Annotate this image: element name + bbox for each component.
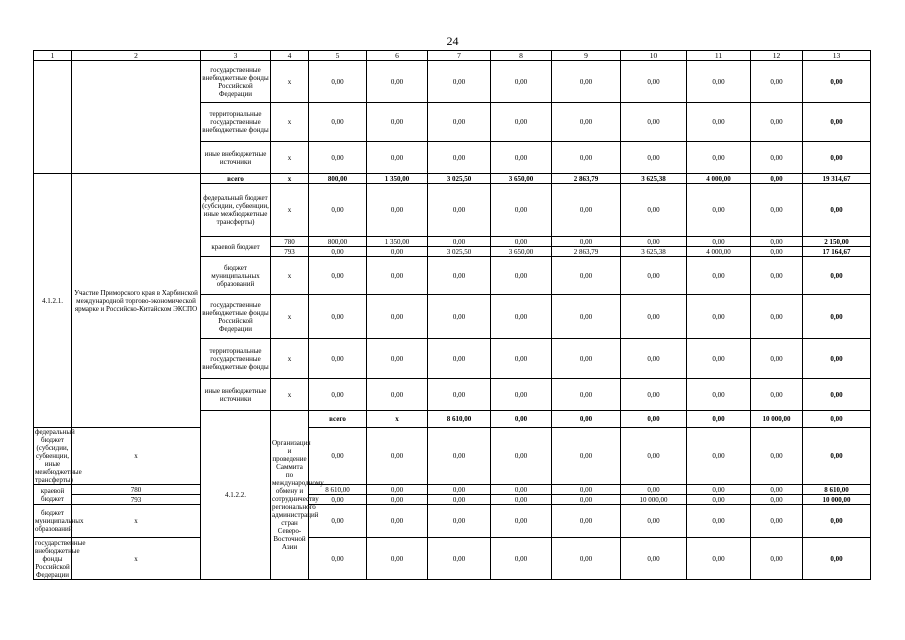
value-cell: 0,00 bbox=[367, 184, 428, 237]
value-cell: 3 025,50 bbox=[428, 174, 491, 184]
value-cell: 0,00 bbox=[552, 142, 621, 174]
value-cell: 0,00 bbox=[687, 379, 751, 411]
value-cell: 0,00 bbox=[552, 495, 621, 505]
value-cell: 0,00 bbox=[803, 505, 871, 538]
source-label: иные внебюджетные источники bbox=[201, 142, 271, 174]
value-cell: 0,00 bbox=[309, 505, 367, 538]
source-label: краевой бюджет bbox=[201, 237, 271, 257]
value-cell: 0,00 bbox=[428, 103, 491, 142]
table-row bbox=[34, 485, 871, 495]
value-cell: 0,00 bbox=[491, 142, 552, 174]
value-cell: 0,00 bbox=[428, 339, 491, 379]
source-label: всего bbox=[201, 174, 271, 184]
section-number: 4.1.2.1. bbox=[34, 174, 72, 428]
value-cell: 8 610,00 bbox=[803, 485, 871, 495]
code-cell: х bbox=[271, 174, 309, 184]
value-cell: 0,00 bbox=[803, 257, 871, 295]
value-cell: 0,00 bbox=[491, 379, 552, 411]
value-cell: 0,00 bbox=[751, 61, 803, 103]
value-cell: 0,00 bbox=[687, 295, 751, 339]
header-cell: 10 bbox=[621, 51, 687, 61]
value-cell: 0,00 bbox=[428, 257, 491, 295]
value-cell: 0,00 bbox=[552, 61, 621, 103]
value-cell: 0,00 bbox=[428, 61, 491, 103]
table-row bbox=[34, 174, 871, 184]
value-cell: 10 000,00 bbox=[803, 495, 871, 505]
value-cell: 0,00 bbox=[309, 538, 367, 580]
value-cell: 3 650,00 bbox=[491, 247, 552, 257]
value-cell: 0,00 bbox=[687, 428, 751, 485]
value-cell: 0,00 bbox=[803, 411, 871, 428]
value-cell: 1 350,00 bbox=[367, 237, 428, 247]
value-cell: 0,00 bbox=[552, 237, 621, 247]
value-cell: 0,00 bbox=[367, 505, 428, 538]
code-cell: х bbox=[271, 61, 309, 103]
value-cell: 0,00 bbox=[309, 379, 367, 411]
header-cell: 3 bbox=[201, 51, 271, 61]
value-cell: 0,00 bbox=[552, 103, 621, 142]
value-cell: 0,00 bbox=[751, 495, 803, 505]
value-cell: 0,00 bbox=[309, 257, 367, 295]
value-cell: 0,00 bbox=[428, 485, 491, 495]
value-cell: 2 863,79 bbox=[552, 174, 621, 184]
value-cell: 0,00 bbox=[803, 428, 871, 485]
title-cell bbox=[72, 61, 201, 174]
value-cell: 800,00 bbox=[309, 174, 367, 184]
value-cell: 0,00 bbox=[367, 485, 428, 495]
value-cell: 0,00 bbox=[687, 103, 751, 142]
value-cell: 0,00 bbox=[552, 184, 621, 237]
value-cell: 0,00 bbox=[687, 485, 751, 495]
value-cell: 800,00 bbox=[309, 237, 367, 247]
value-cell: 0,00 bbox=[751, 174, 803, 184]
value-cell: 0,00 bbox=[309, 495, 367, 505]
code-cell: х bbox=[271, 379, 309, 411]
value-cell: 0,00 bbox=[687, 61, 751, 103]
value-cell: 3 625,38 bbox=[621, 247, 687, 257]
value-cell: 0,00 bbox=[491, 495, 552, 505]
value-cell: 0,00 bbox=[687, 411, 751, 428]
value-cell: 0,00 bbox=[428, 237, 491, 247]
value-cell: 0,00 bbox=[552, 428, 621, 485]
value-cell: 0,00 bbox=[687, 339, 751, 379]
value-cell: 0,00 bbox=[687, 257, 751, 295]
value-cell: 0,00 bbox=[491, 257, 552, 295]
section-number: 4.1.2.2. bbox=[201, 411, 271, 580]
section-title: Участие Приморского края в Харбинской международной торгово-экономической ярмарке и Российско-Китайском ЭКСПО bbox=[72, 174, 201, 428]
value-cell: 0,00 bbox=[428, 495, 491, 505]
code-cell: х bbox=[72, 428, 201, 485]
header-cell: 2 bbox=[72, 51, 201, 61]
page-number: 24 bbox=[446, 34, 459, 48]
value-cell: 0,00 bbox=[803, 103, 871, 142]
value-cell: 0,00 bbox=[621, 103, 687, 142]
value-cell: 0,00 bbox=[803, 142, 871, 174]
value-cell: 0,00 bbox=[491, 103, 552, 142]
value-cell: 1 350,00 bbox=[367, 174, 428, 184]
value-cell: 19 314,67 bbox=[803, 174, 871, 184]
value-cell: 0,00 bbox=[803, 184, 871, 237]
value-cell: 0,00 bbox=[621, 184, 687, 237]
value-cell: 0,00 bbox=[309, 61, 367, 103]
value-cell: 0,00 bbox=[803, 295, 871, 339]
value-cell: 0,00 bbox=[367, 61, 428, 103]
value-cell: 0,00 bbox=[751, 142, 803, 174]
header-cell: 9 bbox=[552, 51, 621, 61]
value-cell: 0,00 bbox=[552, 295, 621, 339]
value-cell: 0,00 bbox=[491, 61, 552, 103]
value-cell: 0,00 bbox=[751, 428, 803, 485]
value-cell: 0,00 bbox=[552, 485, 621, 495]
value-cell: 0,00 bbox=[367, 538, 428, 580]
source-label: всего bbox=[309, 411, 367, 428]
table-row bbox=[34, 51, 871, 61]
value-cell: 8 610,00 bbox=[428, 411, 491, 428]
source-label: федеральный бюджет (субсидии, субвенции, иные межбюджетные трансферты) bbox=[35, 428, 82, 484]
table-row bbox=[34, 538, 871, 580]
code-cell: х bbox=[271, 103, 309, 142]
value-cell: 0,00 bbox=[751, 295, 803, 339]
value-cell: 0,00 bbox=[309, 295, 367, 339]
header-cell: 4 bbox=[271, 51, 309, 61]
value-cell: 0,00 bbox=[552, 411, 621, 428]
value-cell: 0,00 bbox=[751, 379, 803, 411]
value-cell: 0,00 bbox=[621, 428, 687, 485]
value-cell: 0,00 bbox=[751, 339, 803, 379]
value-cell: 0,00 bbox=[491, 184, 552, 237]
value-cell: 0,00 bbox=[491, 411, 552, 428]
value-cell: 0,00 bbox=[621, 538, 687, 580]
value-cell: 0,00 bbox=[751, 485, 803, 495]
value-cell: 3 650,00 bbox=[491, 174, 552, 184]
value-cell: 0,00 bbox=[309, 247, 367, 257]
header-cell: 11 bbox=[687, 51, 751, 61]
value-cell: 0,00 bbox=[621, 505, 687, 538]
value-cell: 0,00 bbox=[621, 257, 687, 295]
header-cell: 8 bbox=[491, 51, 552, 61]
source-label: государственные внебюджетные фонды Российской Федерации bbox=[35, 538, 86, 579]
source-label: федеральный бюджет (субсидии, субвенции, иные межбюджетные трансферты) bbox=[201, 184, 271, 237]
section-title: Организация и проведение Саммита по международному обмену и сотрудничеству регионального администраций стран Северо-Восточной Азии bbox=[271, 411, 309, 580]
value-cell: 0,00 bbox=[803, 339, 871, 379]
value-cell: 0,00 bbox=[428, 295, 491, 339]
value-cell: 0,00 bbox=[428, 379, 491, 411]
table-row bbox=[34, 505, 871, 538]
value-cell: 4 000,00 bbox=[687, 247, 751, 257]
value-cell: 2 863,79 bbox=[552, 247, 621, 257]
value-cell: 0,00 bbox=[367, 142, 428, 174]
value-cell: 0,00 bbox=[367, 428, 428, 485]
value-cell: 0,00 bbox=[552, 379, 621, 411]
source-label: государственные внебюджетные фонды Российской Федерации bbox=[201, 295, 271, 339]
value-cell: 0,00 bbox=[751, 538, 803, 580]
code-cell: 780 bbox=[271, 237, 309, 247]
header-cell: 13 bbox=[803, 51, 871, 61]
table-row bbox=[34, 495, 871, 505]
value-cell: 0,00 bbox=[687, 505, 751, 538]
value-cell: 0,00 bbox=[687, 538, 751, 580]
value-cell: 0,00 bbox=[491, 428, 552, 485]
code-cell: х bbox=[72, 538, 201, 580]
value-cell: 0,00 bbox=[309, 103, 367, 142]
value-cell: 0,00 bbox=[687, 495, 751, 505]
value-cell: 17 164,67 bbox=[803, 247, 871, 257]
value-cell: 0,00 bbox=[803, 61, 871, 103]
value-cell: 0,00 bbox=[491, 339, 552, 379]
value-cell: 0,00 bbox=[621, 295, 687, 339]
number-cell bbox=[34, 61, 72, 174]
code-cell: х bbox=[271, 295, 309, 339]
value-cell: 0,00 bbox=[751, 237, 803, 247]
value-cell: 0,00 bbox=[491, 485, 552, 495]
code-cell: х bbox=[271, 339, 309, 379]
header-cell: 1 bbox=[34, 51, 72, 61]
value-cell: 0,00 bbox=[428, 142, 491, 174]
value-cell: 0,00 bbox=[428, 184, 491, 237]
value-cell: 0,00 bbox=[428, 538, 491, 580]
value-cell: 4 000,00 bbox=[687, 174, 751, 184]
value-cell: 0,00 bbox=[751, 247, 803, 257]
value-cell: 0,00 bbox=[552, 505, 621, 538]
header-cell: 6 bbox=[367, 51, 428, 61]
value-cell: 10 000,00 bbox=[751, 411, 803, 428]
value-cell: 0,00 bbox=[309, 339, 367, 379]
value-cell: 0,00 bbox=[751, 505, 803, 538]
value-cell: 0,00 bbox=[367, 339, 428, 379]
budget-table bbox=[33, 50, 871, 580]
value-cell: 0,00 bbox=[309, 142, 367, 174]
value-cell: 0,00 bbox=[687, 142, 751, 174]
source-label: иные внебюджетные источники bbox=[201, 379, 271, 411]
value-cell: 0,00 bbox=[428, 428, 491, 485]
value-cell: 3 025,50 bbox=[428, 247, 491, 257]
value-cell: 0,00 bbox=[621, 339, 687, 379]
value-cell: 3 625,38 bbox=[621, 174, 687, 184]
value-cell: 0,00 bbox=[621, 379, 687, 411]
code-cell: х bbox=[72, 505, 201, 538]
code-cell: х bbox=[367, 411, 428, 428]
value-cell: 0,00 bbox=[367, 379, 428, 411]
header-cell: 12 bbox=[751, 51, 803, 61]
code-cell: 793 bbox=[72, 495, 201, 505]
value-cell: 0,00 bbox=[309, 184, 367, 237]
value-cell: 0,00 bbox=[803, 379, 871, 411]
value-cell: 0,00 bbox=[552, 538, 621, 580]
value-cell: 0,00 bbox=[621, 237, 687, 247]
value-cell: 2 150,00 bbox=[803, 237, 871, 247]
value-cell: 0,00 bbox=[751, 103, 803, 142]
value-cell: 0,00 bbox=[621, 411, 687, 428]
table-row bbox=[34, 61, 871, 103]
table-body bbox=[34, 51, 871, 580]
value-cell: 8 610,00 bbox=[309, 485, 367, 495]
header-cell: 5 bbox=[309, 51, 367, 61]
value-cell: 0,00 bbox=[621, 61, 687, 103]
value-cell: 0,00 bbox=[367, 103, 428, 142]
value-cell: 0,00 bbox=[428, 505, 491, 538]
value-cell: 0,00 bbox=[687, 237, 751, 247]
source-label: территориальные государственные внебюджетные фонды bbox=[201, 339, 271, 379]
source-label: государственные внебюджетные фонды Российской Федерации bbox=[201, 61, 271, 103]
table-row bbox=[34, 428, 871, 485]
value-cell: 0,00 bbox=[552, 257, 621, 295]
value-cell: 0,00 bbox=[367, 495, 428, 505]
code-cell: 780 bbox=[72, 485, 201, 495]
value-cell: 0,00 bbox=[367, 295, 428, 339]
source-label: бюджет муниципальных образований bbox=[34, 505, 72, 538]
value-cell: 0,00 bbox=[367, 257, 428, 295]
value-cell: 0,00 bbox=[621, 142, 687, 174]
code-cell: х bbox=[271, 257, 309, 295]
value-cell: 0,00 bbox=[309, 428, 367, 485]
value-cell: 0,00 bbox=[687, 184, 751, 237]
source-label: краевой бюджет bbox=[34, 485, 72, 505]
code-cell: х bbox=[271, 184, 309, 237]
value-cell: 0,00 bbox=[491, 538, 552, 580]
value-cell: 0,00 bbox=[491, 505, 552, 538]
value-cell: 0,00 bbox=[751, 257, 803, 295]
value-cell: 0,00 bbox=[803, 538, 871, 580]
value-cell: 0,00 bbox=[552, 339, 621, 379]
value-cell: 0,00 bbox=[621, 485, 687, 495]
source-label: территориальные государственные внебюджетные фонды bbox=[201, 103, 271, 142]
value-cell: 10 000,00 bbox=[621, 495, 687, 505]
header-cell: 7 bbox=[428, 51, 491, 61]
code-cell: х bbox=[271, 142, 309, 174]
value-cell: 0,00 bbox=[491, 295, 552, 339]
source-label: бюджет муниципальных образований bbox=[201, 257, 271, 295]
code-cell: 793 bbox=[271, 247, 309, 257]
value-cell: 0,00 bbox=[491, 237, 552, 247]
value-cell: 0,00 bbox=[367, 247, 428, 257]
value-cell: 0,00 bbox=[751, 184, 803, 237]
